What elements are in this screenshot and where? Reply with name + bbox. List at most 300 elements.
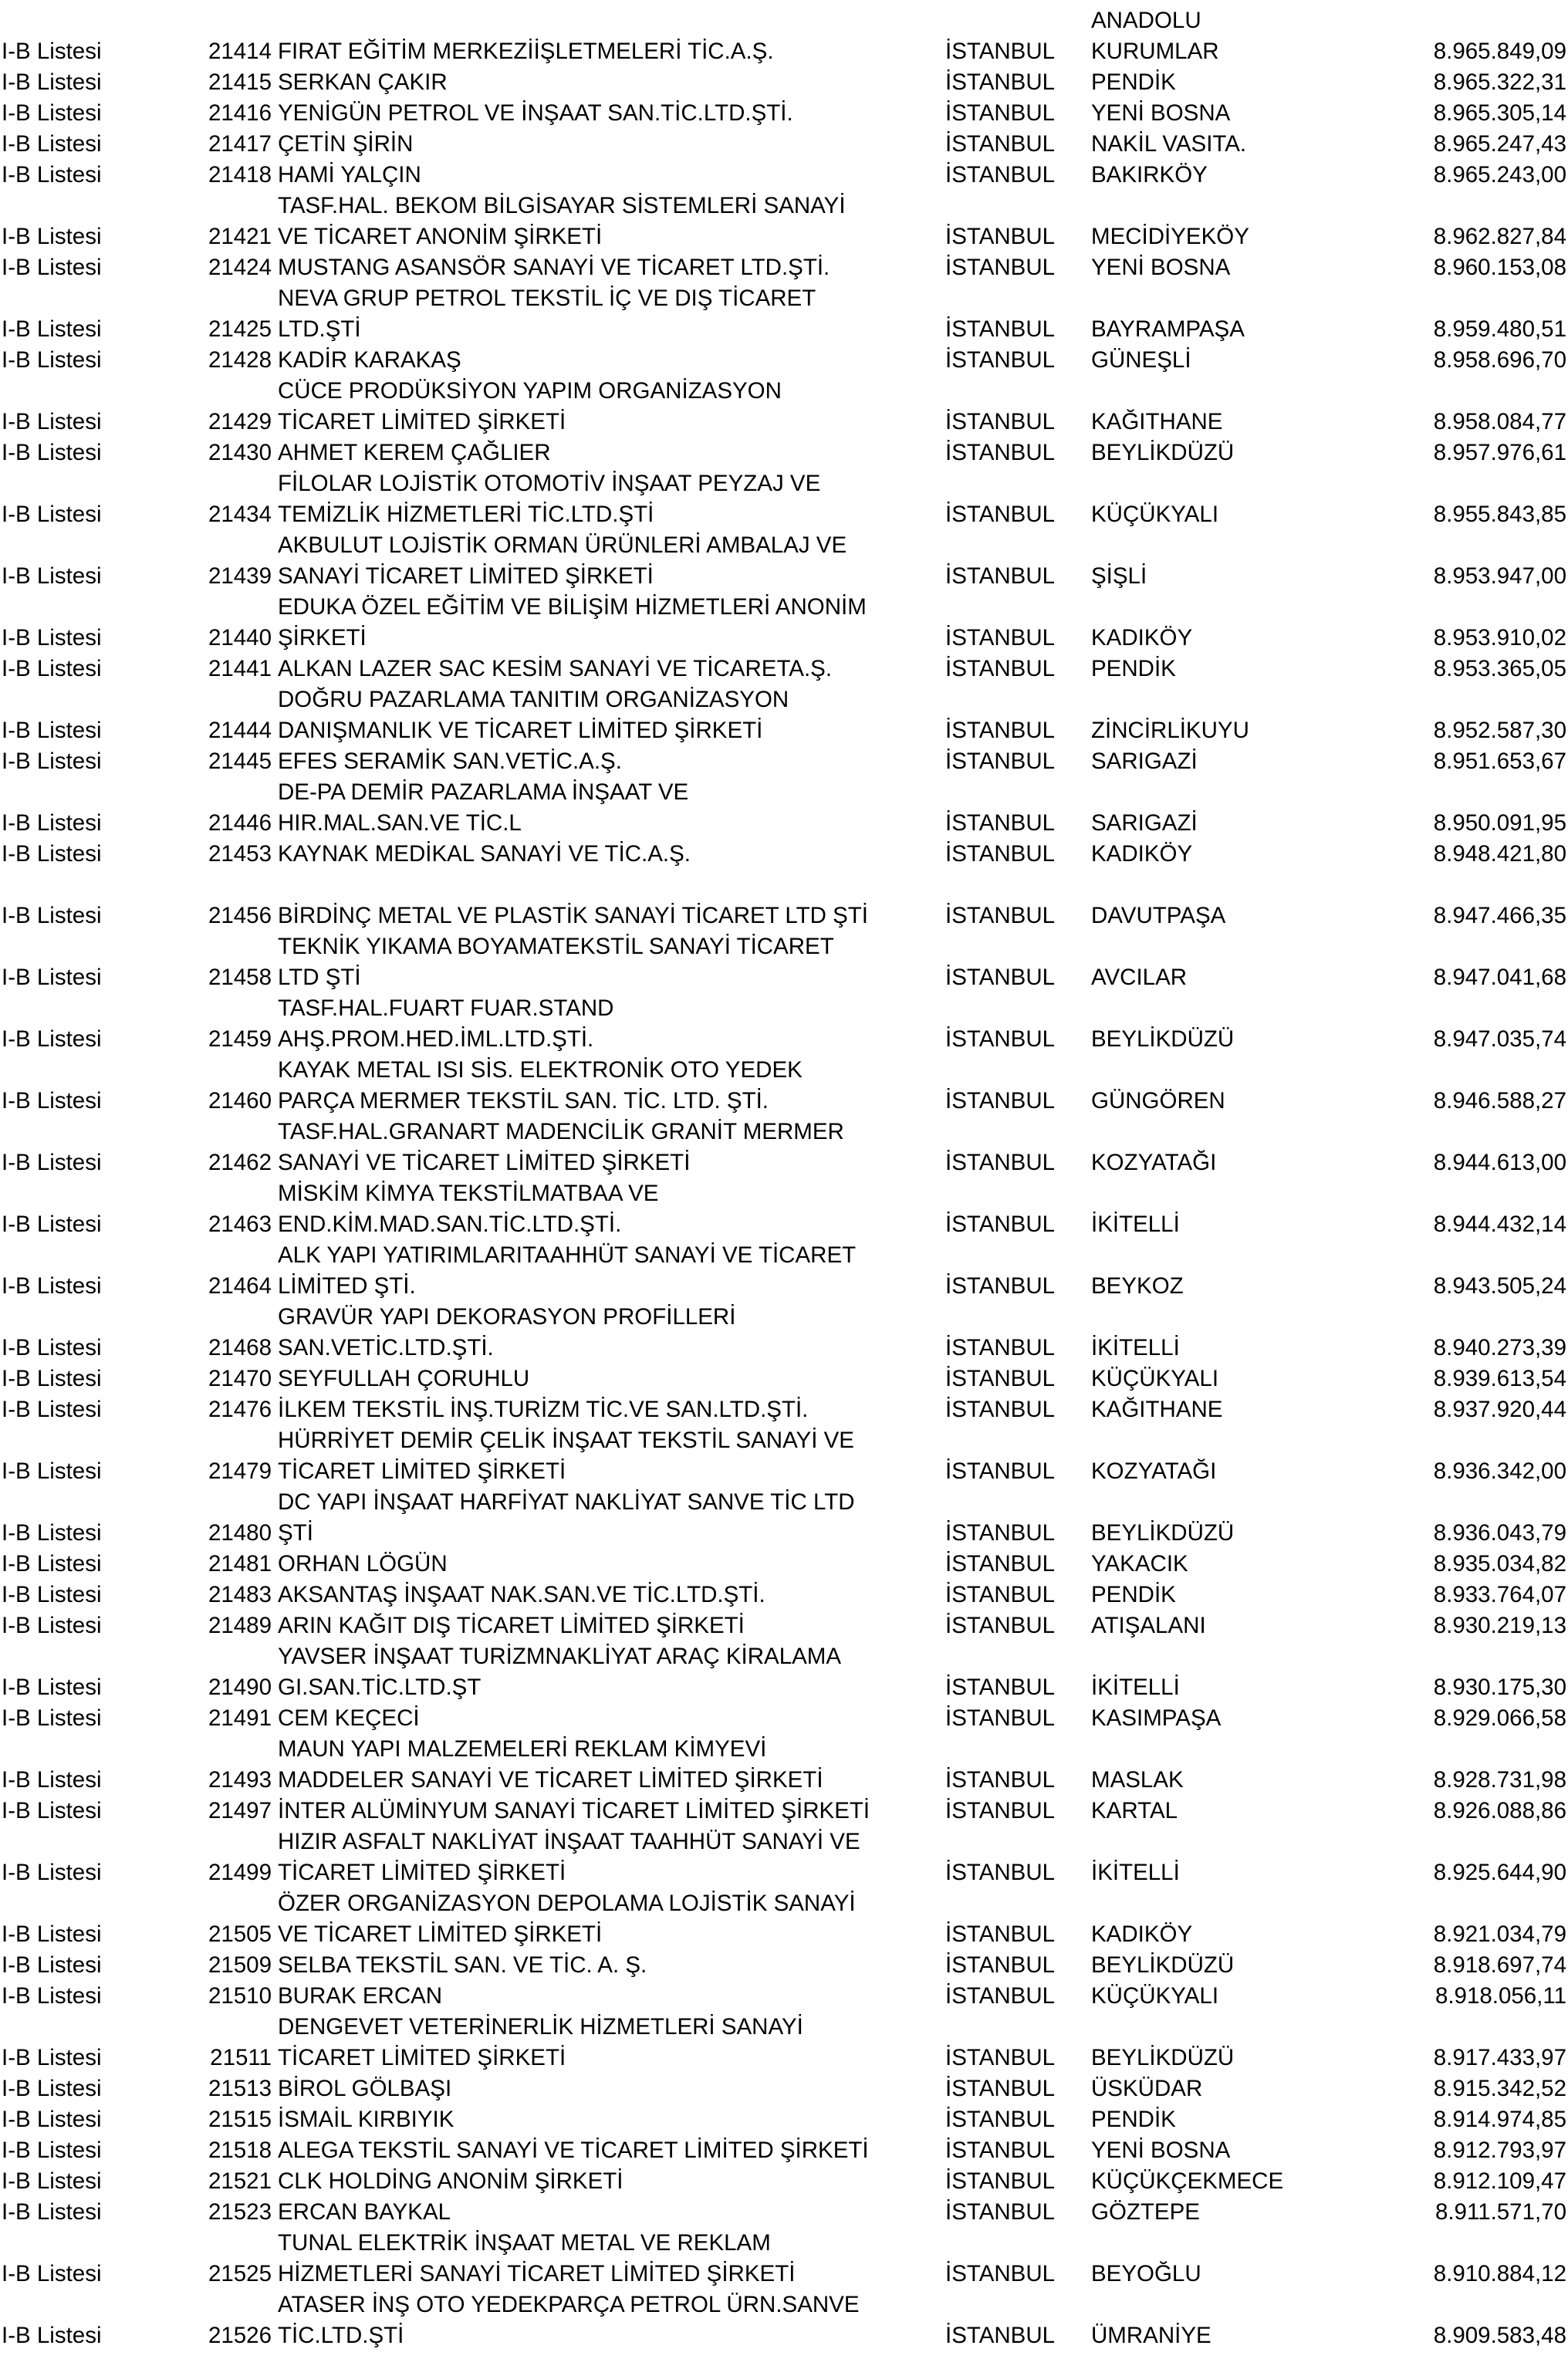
amount-cell: 8.930.219,13 (1433, 1613, 1566, 1638)
company-name-line: AKSANTAŞ İNŞAAT NAK.SAN.VE TİC.LTD.ŞTİ. (278, 1582, 765, 1607)
company-name-line: CEM KEÇECİ (278, 1705, 420, 1731)
company-name-line: ERCAN BAYKAL (278, 2199, 451, 2225)
sequence-number-cell: 21434 (208, 502, 272, 527)
district-line: KADIKÖY (1091, 625, 1193, 651)
company-name-line: CÜCE PRODÜKSİYON YAPIM ORGANİZASYON (278, 378, 782, 404)
company-name-line: ŞTİ (278, 1520, 313, 1546)
district-line: KOZYATAĞI (1091, 1150, 1217, 1175)
table-row (0, 1891, 1568, 1950)
company-name-line: SANAYİ VE TİCARET LİMİTED ŞİRKETİ (278, 1150, 691, 1175)
sequence-number-cell: 21444 (208, 718, 272, 743)
district-line: İKİTELLİ (1091, 1860, 1180, 1885)
list-name-cell: I-B Listesi (2, 1397, 102, 1422)
sequence-number-cell: 21489 (208, 1613, 272, 1638)
sequence-number-cell: 21425 (208, 316, 272, 342)
company-name-line: AKBULUT LOJİSTİK ORMAN ÜRÜNLERİ AMBALAJ VE (278, 532, 847, 558)
company-name-line: TASF.HAL.GRANART MADENCİLİK GRANİT MERMER (278, 1119, 844, 1144)
district-line: BAKIRKÖY (1091, 162, 1208, 188)
district-line: KÜÇÜKÇEKMECE (1091, 2168, 1284, 2194)
list-name-cell: I-B Listesi (2, 316, 102, 342)
sequence-number-cell: 21523 (208, 2199, 272, 2225)
company-name-line: AHMET KEREM ÇAĞLIER (278, 440, 551, 465)
sequence-number-cell: 21490 (208, 1675, 272, 1700)
sequence-number-cell: 21463 (208, 1212, 272, 1237)
company-name-line: ATASER İNŞ OTO YEDEKPARÇA PETROL ÜRN.SANVE (278, 2292, 860, 2317)
amount-cell: 8.965.322,31 (1433, 69, 1566, 95)
sequence-number-cell: 21513 (208, 2076, 272, 2101)
list-name-cell: I-B Listesi (2, 2168, 102, 2194)
city-cell: İSTANBUL (945, 1150, 1056, 1175)
amount-cell: 8.952.587,30 (1433, 718, 1566, 743)
list-name-cell: I-B Listesi (2, 1860, 102, 1885)
company-name-line: VE TİCARET ANONİM ŞİRKETİ (278, 224, 603, 249)
sequence-number-cell: 21429 (208, 409, 272, 434)
district-line: KÜÇÜKYALI (1091, 502, 1219, 527)
district-line: ŞİŞLİ (1091, 563, 1147, 589)
table-row (0, 901, 1568, 931)
sequence-number-cell: 21453 (208, 841, 272, 867)
amount-cell: 8.935.034,82 (1433, 1551, 1566, 1577)
table-row (0, 1829, 1568, 1888)
city-cell: İSTANBUL (945, 718, 1056, 743)
table-row (0, 471, 1568, 530)
company-name-line: TASF.HAL. BEKOM BİLGİSAYAR SİSTEMLERİ SANAYİ (278, 193, 846, 218)
company-name-line: SAN.VETİC.LTD.ŞTİ. (278, 1335, 494, 1360)
district-line: İKİTELLİ (1091, 1675, 1180, 1700)
sequence-number-cell: 21428 (208, 347, 272, 373)
list-name-cell: I-B Listesi (2, 131, 102, 157)
amount-cell: 8.918.697,74 (1433, 1952, 1566, 1978)
company-name-line: BİRDİNÇ METAL VE PLASTİK SANAYİ TİCARET LTD ŞTİ (278, 903, 868, 928)
list-name-cell: I-B Listesi (2, 409, 102, 434)
amount-cell: 8.943.505,24 (1433, 1273, 1566, 1299)
company-name-line: İNTER ALÜMİNYUM SANAYİ TİCARET LİMİTED ŞİRKETİ (278, 1798, 870, 1823)
sequence-number-cell: 21493 (208, 1767, 272, 1793)
district-line: ÜSKÜDAR (1091, 2076, 1203, 2101)
district-line: KARTAL (1091, 1798, 1178, 1823)
city-cell: İSTANBUL (945, 131, 1056, 157)
company-name-line: SANAYİ TİCARET LİMİTED ŞİRKETİ (278, 563, 654, 589)
list-name-cell: I-B Listesi (2, 903, 102, 928)
amount-cell: 8.936.043,79 (1433, 1520, 1566, 1546)
company-name-line: PARÇA MERMER TEKSTİL SAN. TİC. LTD. ŞTİ. (278, 1088, 769, 1114)
amount-cell: 8.912.109,47 (1433, 2168, 1566, 2194)
sequence-number-cell: 21460 (208, 1088, 272, 1114)
table-row (0, 286, 1568, 345)
table-row (0, 2292, 1568, 2351)
table-row (0, 1489, 1568, 1549)
company-name-line: LİMİTED ŞTİ. (278, 1273, 416, 1299)
list-name-cell: I-B Listesi (2, 1613, 102, 1638)
city-cell: İSTANBUL (945, 39, 1056, 64)
city-cell: İSTANBUL (945, 1613, 1056, 1638)
sequence-number-cell: 21441 (208, 656, 272, 681)
list-name-cell: I-B Listesi (2, 2323, 102, 2348)
table-row (0, 438, 1568, 468)
list-name-cell: I-B Listesi (2, 1582, 102, 1607)
sequence-number-cell: 21518 (208, 2138, 272, 2163)
list-name-cell: I-B Listesi (2, 1767, 102, 1793)
amount-cell: 8.911.571,70 (1435, 2199, 1566, 2225)
table-row (0, 995, 1568, 1055)
city-cell: İSTANBUL (945, 1026, 1056, 1052)
sequence-number-cell: 21515 (208, 2107, 272, 2132)
list-name-cell: I-B Listesi (2, 965, 102, 990)
amount-cell: 8.953.910,02 (1433, 625, 1566, 651)
company-name-line: TİCARET LİMİTED ŞİRKETİ (278, 409, 566, 434)
list-name-cell: I-B Listesi (2, 2045, 102, 2070)
table-row (0, 98, 1568, 129)
sequence-number-cell: 21459 (208, 1026, 272, 1052)
company-name-line: HİZMETLERİ SANAYİ TİCARET LİMİTED ŞİRKETİ (278, 2261, 796, 2286)
company-name-line: GRAVÜR YAPI DEKORASYON PROFİLLERİ (278, 1304, 736, 1330)
amount-cell: 8.921.034,79 (1433, 1921, 1566, 1947)
list-name-cell: I-B Listesi (2, 1520, 102, 1546)
company-name-line: İSMAİL KIRBIYIK (278, 2107, 455, 2132)
city-cell: İSTANBUL (945, 1397, 1056, 1422)
company-name-line: GI.SAN.TİC.LTD.ŞT (278, 1675, 482, 1700)
city-cell: İSTANBUL (945, 316, 1056, 342)
sequence-number-cell: 21526 (208, 2323, 272, 2348)
amount-cell: 8.957.976,61 (1433, 440, 1566, 465)
table-row (0, 654, 1568, 684)
district-line: ATIŞALANI (1091, 1613, 1206, 1638)
sequence-number-cell: 21445 (208, 749, 272, 774)
sequence-number-cell: 21499 (208, 1860, 272, 1885)
amount-cell: 8.958.084,77 (1433, 409, 1566, 434)
company-name-line: ÇETİN ŞİRİN (278, 131, 414, 157)
list-name-cell: I-B Listesi (2, 347, 102, 373)
company-name-line: HIR.MAL.SAN.VE TİC.L (278, 810, 522, 836)
list-name-cell: I-B Listesi (2, 1026, 102, 1052)
amount-cell: 8.928.731,98 (1433, 1767, 1566, 1793)
city-cell: İSTANBUL (945, 2199, 1056, 2225)
list-name-cell: I-B Listesi (2, 625, 102, 651)
company-name-line: ALK YAPI YATIRIMLARITAAHHÜT SANAYİ VE TİCARET (278, 1242, 857, 1268)
table-row (0, 345, 1568, 376)
sequence-number-cell: 21480 (208, 1520, 272, 1546)
sequence-number-cell: 21468 (208, 1335, 272, 1360)
amount-cell: 8.933.764,07 (1433, 1582, 1566, 1607)
company-name-line: SELBA TEKSTİL SAN. VE TİC. A. Ş. (278, 1952, 647, 1978)
list-name-cell: I-B Listesi (2, 1335, 102, 1360)
district-line: AVCILAR (1091, 965, 1188, 990)
amount-cell: 8.965.247,43 (1433, 131, 1566, 157)
company-name-line: DANIŞMANLIK VE TİCARET LİMİTED ŞİRKETİ (278, 718, 763, 743)
table-row (0, 1703, 1568, 1734)
company-name-line: CLK HOLDİNG ANONİM ŞİRKETİ (278, 2168, 623, 2194)
list-name-cell: I-B Listesi (2, 224, 102, 249)
district-line: ZİNCİRLİKUYU (1091, 718, 1249, 743)
amount-cell: 8.951.653,67 (1433, 749, 1566, 774)
city-cell: İSTANBUL (945, 2138, 1056, 2163)
amount-cell: 8.912.793,97 (1433, 2138, 1566, 2163)
sequence-number-cell: 21476 (208, 1397, 272, 1422)
district-line: SARIGAZİ (1091, 810, 1198, 836)
amount-cell: 8.959.480,51 (1433, 316, 1566, 342)
list-name-cell: I-B Listesi (2, 1088, 102, 1114)
list-name-cell: I-B Listesi (2, 1675, 102, 1700)
company-name-line: EFES SERAMİK SAN.VETİC.A.Ş. (278, 749, 622, 774)
company-name-line: HAMİ YALÇIN (278, 162, 421, 188)
city-cell: İSTANBUL (945, 1705, 1056, 1731)
city-cell: İSTANBUL (945, 563, 1056, 589)
sequence-number-cell: 21439 (208, 563, 272, 589)
table-row (0, 1394, 1568, 1425)
list-name-cell: I-B Listesi (2, 2107, 102, 2132)
amount-cell: 8.948.421,80 (1433, 841, 1566, 867)
district-line: KÜÇÜKYALI (1091, 1366, 1219, 1391)
company-name-line: KAYAK METAL ISI SİS. ELEKTRONİK OTO YEDEK (278, 1057, 803, 1083)
company-name-line: NEVA GRUP PETROL TEKSTİL İÇ VE DIŞ TİCARET (278, 286, 816, 311)
company-name-line: BİROL GÖLBAŞI (278, 2076, 452, 2101)
city-cell: İSTANBUL (945, 1860, 1056, 1885)
sequence-number-cell: 21446 (208, 810, 272, 836)
list-name-cell: I-B Listesi (2, 1705, 102, 1731)
company-name-line: KADİR KARAKAŞ (278, 347, 461, 373)
amount-cell: 8.944.432,14 (1433, 1212, 1566, 1237)
city-cell: İSTANBUL (945, 1088, 1056, 1114)
city-cell: İSTANBUL (945, 656, 1056, 681)
table-row (0, 1736, 1568, 1796)
district-line: GÖZTEPE (1091, 2199, 1200, 2225)
table-row (0, 8, 1568, 67)
district-line: BAYRAMPAŞA (1091, 316, 1245, 342)
table-row (0, 1950, 1568, 1981)
city-cell: İSTANBUL (945, 409, 1056, 434)
table-row (0, 2135, 1568, 2166)
city-cell: İSTANBUL (945, 1212, 1056, 1237)
amount-cell: 8.910.884,12 (1433, 2261, 1566, 2286)
list-name-cell: I-B Listesi (2, 100, 102, 126)
table-row (0, 532, 1568, 592)
district-line: DAVUTPAŞA (1091, 903, 1226, 928)
company-name-line: TİCARET LİMİTED ŞİRKETİ (278, 1458, 566, 1484)
company-name-line: TASF.HAL.FUART FUAR.STAND (278, 995, 614, 1021)
list-name-cell: I-B Listesi (2, 810, 102, 836)
city-cell: İSTANBUL (945, 2076, 1056, 2101)
city-cell: İSTANBUL (945, 1335, 1056, 1360)
amount-cell: 8.918.056,11 (1435, 1983, 1566, 2009)
sequence-number-cell: 21456 (208, 903, 272, 928)
district-line: YENİ BOSNA (1091, 255, 1231, 280)
table-row (0, 1549, 1568, 1580)
amount-cell: 8.962.827,84 (1433, 224, 1566, 249)
table-row (0, 1981, 1568, 2012)
city-cell: İSTANBUL (945, 1582, 1056, 1607)
amount-cell: 8.909.583,48 (1433, 2323, 1566, 2348)
company-name-line: KAYNAK MEDİKAL SANAYİ VE TİC.A.Ş. (278, 841, 691, 867)
amount-cell: 8.965.849,09 (1433, 39, 1566, 64)
sequence-number-cell: 21462 (208, 1150, 272, 1175)
list-name-cell: I-B Listesi (2, 502, 102, 527)
city-cell: İSTANBUL (945, 810, 1056, 836)
company-name-line: TİCARET LİMİTED ŞİRKETİ (278, 1860, 566, 1885)
amount-cell: 8.947.466,35 (1433, 903, 1566, 928)
sequence-number-cell: 21525 (208, 2261, 272, 2286)
list-name-cell: I-B Listesi (2, 1983, 102, 2009)
table-row (0, 1304, 1568, 1364)
sequence-number-cell: 21481 (208, 1551, 272, 1577)
amount-cell: 8.925.644,90 (1433, 1860, 1566, 1885)
district-line: SARIGAZİ (1091, 749, 1198, 774)
city-cell: İSTANBUL (945, 1767, 1056, 1793)
sequence-number-cell: 21491 (208, 1705, 272, 1731)
amount-cell: 8.930.175,30 (1433, 1675, 1566, 1700)
table-row (0, 594, 1568, 654)
table-row (0, 160, 1568, 191)
amount-cell: 8.936.342,00 (1433, 1458, 1566, 1484)
district-line: GÜNGÖREN (1091, 1088, 1225, 1114)
city-cell: İSTANBUL (945, 2261, 1056, 2286)
city-cell: İSTANBUL (945, 903, 1056, 928)
district-line: KAĞITHANE (1091, 1397, 1223, 1422)
district-line: KADIKÖY (1091, 841, 1193, 867)
city-cell: İSTANBUL (945, 965, 1056, 990)
company-name-line: MİSKİM KİMYA TEKSTİLMATBAA VE (278, 1181, 659, 1206)
table-row (0, 67, 1568, 98)
table-row (0, 1364, 1568, 1394)
company-name-line: ARIN KAĞIT DIŞ TİCARET LİMİTED ŞİRKETİ (278, 1613, 745, 1638)
sequence-number-cell: 21415 (208, 69, 272, 95)
table-row (0, 1119, 1568, 1178)
list-name-cell: I-B Listesi (2, 656, 102, 681)
district-line: KURUMLAR (1091, 39, 1219, 64)
list-name-cell: I-B Listesi (2, 39, 102, 64)
list-name-cell: I-B Listesi (2, 841, 102, 867)
city-cell: İSTANBUL (945, 2168, 1056, 2194)
city-cell: İSTANBUL (945, 1798, 1056, 1823)
district-line: KOZYATAĞI (1091, 1458, 1217, 1484)
list-name-cell: I-B Listesi (2, 1921, 102, 1947)
district-line: KADIKÖY (1091, 1921, 1193, 1947)
city-cell: İSTANBUL (945, 749, 1056, 774)
district-line: ANADOLU (1091, 8, 1201, 33)
table-row (0, 1181, 1568, 1240)
city-cell: İSTANBUL (945, 100, 1056, 126)
list-name-cell: I-B Listesi (2, 1952, 102, 1978)
city-cell: İSTANBUL (945, 1551, 1056, 1577)
district-line: BEYLİKDÜZÜ (1091, 2045, 1235, 2070)
list-name-cell: I-B Listesi (2, 1458, 102, 1484)
list-name-cell: I-B Listesi (2, 162, 102, 188)
sequence-number-cell: 21510 (208, 1983, 272, 2009)
city-cell: İSTANBUL (945, 347, 1056, 373)
list-name-cell: I-B Listesi (2, 2138, 102, 2163)
company-name-line: BURAK ERCAN (278, 1983, 443, 2009)
city-cell: İSTANBUL (945, 1458, 1056, 1484)
list-name-cell: I-B Listesi (2, 1273, 102, 1299)
sequence-number-cell: 21470 (208, 1366, 272, 1391)
amount-cell: 8.947.041,68 (1433, 965, 1566, 990)
amount-cell: 8.965.243,00 (1433, 162, 1566, 188)
city-cell: İSTANBUL (945, 1366, 1056, 1391)
list-name-cell: I-B Listesi (2, 2199, 102, 2225)
company-name-line: DENGEVET VETERİNERLİK HİZMETLERİ SANAYİ (278, 2014, 803, 2040)
city-cell: İSTANBUL (945, 1921, 1056, 1947)
table-row (0, 1610, 1568, 1641)
table-row (0, 2197, 1568, 2228)
amount-cell: 8.944.613,00 (1433, 1150, 1566, 1175)
table-row (0, 378, 1568, 438)
amount-cell: 8.915.342,52 (1433, 2076, 1566, 2101)
table-row (0, 779, 1568, 839)
table-row (0, 193, 1568, 252)
district-line: BEYOĞLU (1091, 2261, 1201, 2286)
list-name-cell: I-B Listesi (2, 749, 102, 774)
company-name-line: DOĞRU PAZARLAMA TANITIM ORGANİZASYON (278, 687, 789, 712)
sequence-number-cell: 21421 (208, 224, 272, 249)
sequence-number-cell: 21440 (208, 625, 272, 651)
company-name-line: SERKAN ÇAKIR (278, 69, 448, 95)
company-name-line: YAVSER İNŞAAT TURİZMNAKLİYAT ARAÇ KİRALAMA (278, 1644, 842, 1669)
amount-cell: 8.926.088,86 (1433, 1798, 1566, 1823)
list-name-cell: I-B Listesi (2, 563, 102, 589)
amount-cell: 8.965.305,14 (1433, 100, 1566, 126)
company-name-line: ŞİRKETİ (278, 625, 367, 651)
city-cell: İSTANBUL (945, 69, 1056, 95)
amount-cell: 8.929.066,58 (1433, 1705, 1566, 1731)
district-line: YAKACIK (1091, 1551, 1188, 1577)
amount-cell: 8.953.365,05 (1433, 656, 1566, 681)
company-name-line: LTD ŞTİ (278, 965, 361, 990)
list-name-cell: I-B Listesi (2, 1150, 102, 1175)
table-row (0, 934, 1568, 993)
table-row (0, 1796, 1568, 1827)
table-row (0, 2230, 1568, 2290)
company-name-line: EDUKA ÖZEL EĞİTİM VE BİLİŞİM HİZMETLERİ ANONİM (278, 594, 867, 620)
district-line: YENİ BOSNA (1091, 100, 1231, 126)
company-name-line: END.KİM.MAD.SAN.TİC.LTD.ŞTİ. (278, 1212, 622, 1237)
district-line: BEYLİKDÜZÜ (1091, 1026, 1235, 1052)
company-name-line: AHŞ.PROM.HED.İML.LTD.ŞTİ. (278, 1026, 594, 1052)
table-row (0, 1428, 1568, 1487)
company-name-line: İLKEM TEKSTİL İNŞ.TURİZM TİC.VE SAN.LTD.ŞTİ. (278, 1397, 809, 1422)
list-name-cell: I-B Listesi (2, 1212, 102, 1237)
amount-cell: 8.914.974,85 (1433, 2107, 1566, 2132)
list-name-cell: I-B Listesi (2, 69, 102, 95)
sequence-number-cell: 21464 (208, 1273, 272, 1299)
company-name-line: ALKAN LAZER SAC KESİM SANAYİ VE TİCARETA.Ş. (278, 656, 833, 681)
city-cell: İSTANBUL (945, 224, 1056, 249)
district-line: BEYLİKDÜZÜ (1091, 440, 1235, 465)
table-row (0, 2014, 1568, 2073)
company-name-line: DE-PA DEMİR PAZARLAMA İNŞAAT VE (278, 779, 689, 805)
district-line: NAKİL VASITA. (1091, 131, 1247, 157)
city-cell: İSTANBUL (945, 625, 1056, 651)
district-line: İKİTELLİ (1091, 1335, 1180, 1360)
city-cell: İSTANBUL (945, 440, 1056, 465)
table-row (0, 1242, 1568, 1302)
sequence-number-cell: 21521 (208, 2168, 272, 2194)
company-name-line: YENİGÜN PETROL VE İNŞAAT SAN.TİC.LTD.ŞTİ. (278, 100, 793, 126)
company-name-line: SEYFULLAH ÇORUHLU (278, 1366, 530, 1391)
city-cell: İSTANBUL (945, 502, 1056, 527)
sequence-number-cell: 21418 (208, 162, 272, 188)
sequence-number-cell: 21424 (208, 255, 272, 280)
table-row (0, 2166, 1568, 2197)
company-name-line: TEMİZLİK HİZMETLERİ TİC.LTD.ŞTİ (278, 502, 654, 527)
company-name-line: MUSTANG ASANSÖR SANAYİ VE TİCARET LTD.ŞTİ. (278, 255, 830, 280)
list-name-cell: I-B Listesi (2, 2076, 102, 2101)
district-line: MASLAK (1091, 1767, 1184, 1793)
table-row (0, 687, 1568, 746)
city-cell: İSTANBUL (945, 1273, 1056, 1299)
sequence-number-cell: 21479 (208, 1458, 272, 1484)
district-line: PENDİK (1091, 1582, 1176, 1607)
city-cell: İSTANBUL (945, 1952, 1056, 1978)
city-cell: İSTANBUL (945, 1983, 1056, 2009)
